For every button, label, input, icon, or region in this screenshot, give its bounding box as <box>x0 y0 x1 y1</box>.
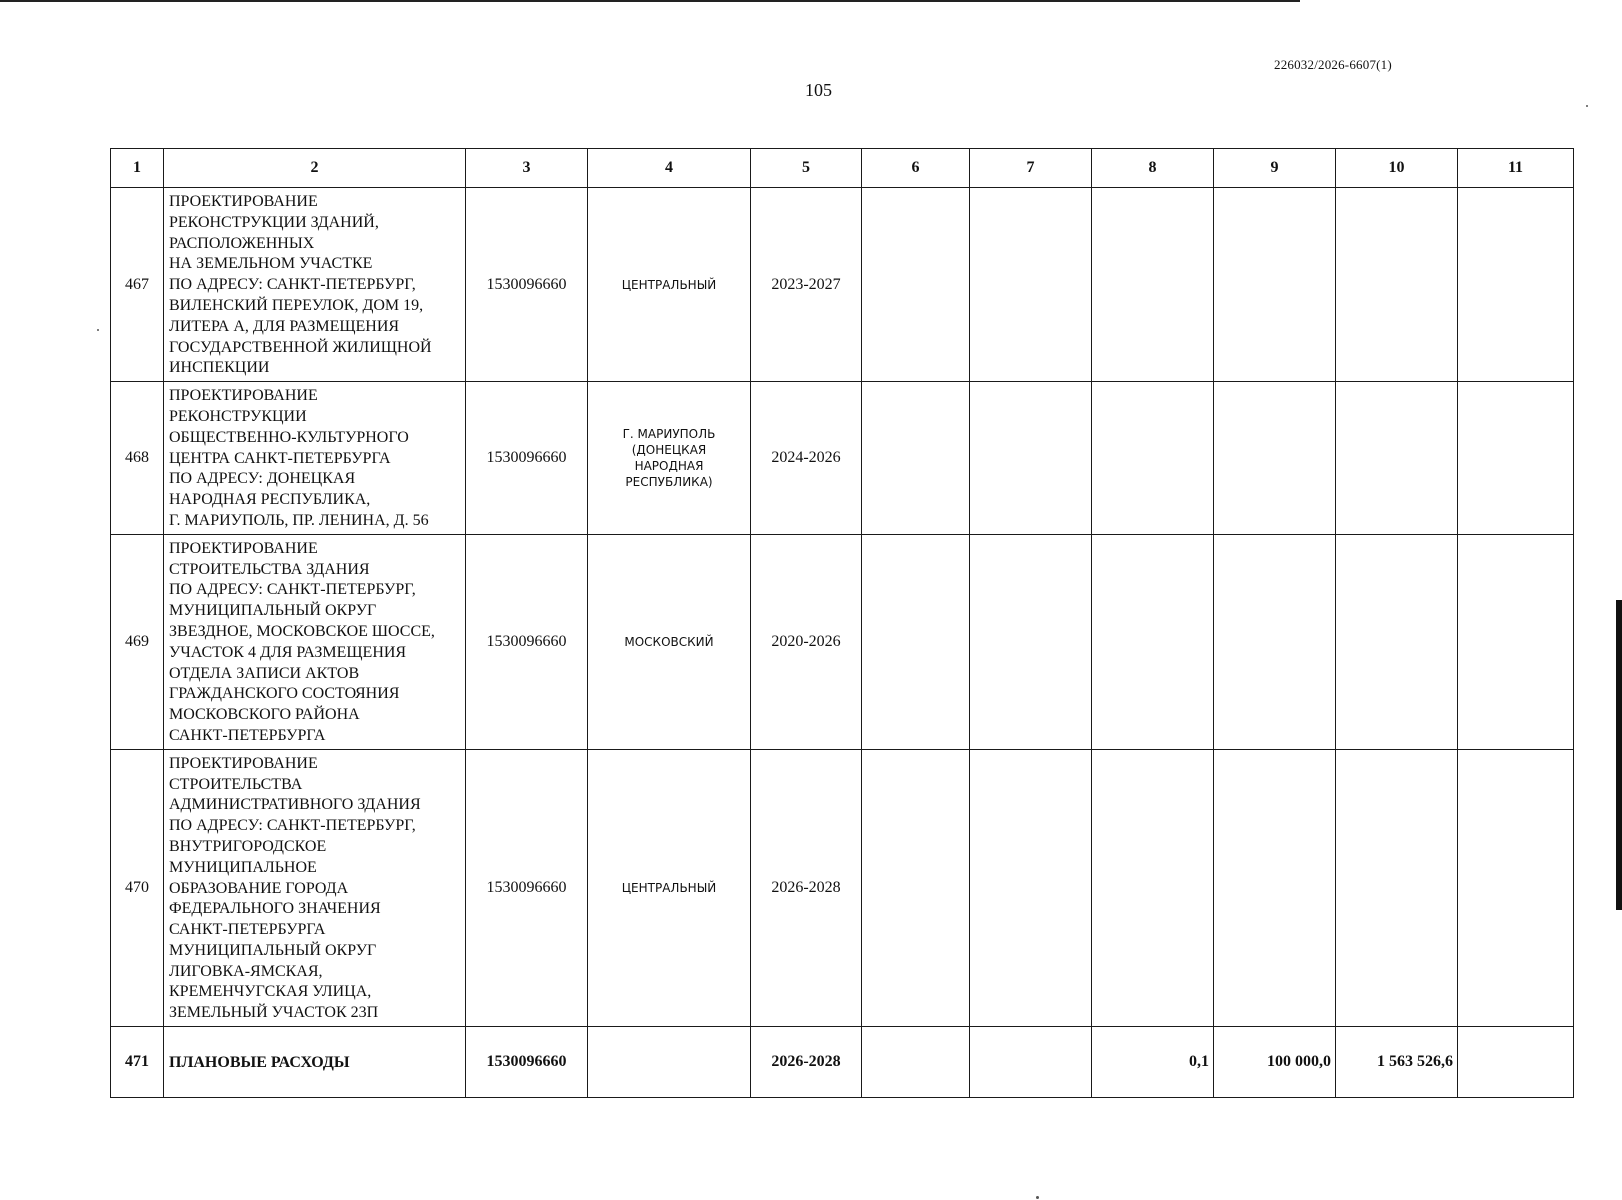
row-number: 471 <box>111 1027 164 1098</box>
total-label: ПЛАНОВЫЕ РАСХОДЫ <box>164 1027 466 1098</box>
cell-c9 <box>1214 534 1336 749</box>
column-header: 9 <box>1214 149 1336 188</box>
budget-code: 1530096660 <box>466 534 588 749</box>
cell-c7 <box>970 1027 1092 1098</box>
district <box>588 1027 751 1098</box>
cell-c11 <box>1458 382 1574 535</box>
column-header: 3 <box>466 149 588 188</box>
column-header: 6 <box>862 149 970 188</box>
row-number: 469 <box>111 534 164 749</box>
budget-code: 1530096660 <box>466 382 588 535</box>
column-header: 10 <box>1336 149 1458 188</box>
object-name: ПРОЕКТИРОВАНИЕ СТРОИТЕЛЬСТВА ЗДАНИЯ ПО АДРЕСУ: САНКТ-ПЕТЕРБУРГ, МУНИЦИПАЛЬНЫЙ ОКРУГ ЗВЕЗДНОЕ, МОСКОВСКОЕ ШОССЕ, УЧАСТОК 4 ДЛЯ РАЗМЕЩЕНИЯ ОТДЕЛА ЗАПИСИ АКТОВ ГРАЖДАНСКОГО СОСТОЯНИЯ МОСКОВСКОГО РАЙОНА САНКТ-ПЕТЕРБУРГА <box>164 534 466 749</box>
cell-c8: 0,1 <box>1092 1027 1214 1098</box>
period: 2026-2028 <box>751 749 862 1026</box>
object-name: ПРОЕКТИРОВАНИЕ СТРОИТЕЛЬСТВА АДМИНИСТРАТИВНОГО ЗДАНИЯ ПО АДРЕСУ: САНКТ-ПЕТЕРБУРГ, ВНУТРИГОРОДСКОЕ МУНИЦИПАЛЬНОЕ ОБРАЗОВАНИЕ ГОРОДА ФЕДЕРАЛЬНОГО ЗНАЧЕНИЯ САНКТ-ПЕТЕРБУРГА МУНИЦИПАЛЬНЫЙ ОКРУГ ЛИГОВКА-ЯМСКАЯ, КРЕМЕНЧУГСКАЯ УЛИЦА, ЗЕМЕЛЬНЫЙ УЧАСТОК 23П <box>164 749 466 1026</box>
column-header: 5 <box>751 149 862 188</box>
table-row <box>111 188 1574 382</box>
top-border-line <box>0 0 1300 2</box>
district: ЦЕНТРАЛЬНЫЙ <box>588 749 751 1026</box>
period: 2024-2026 <box>751 382 862 535</box>
column-header: 4 <box>588 149 751 188</box>
column-header: 1 <box>111 149 164 188</box>
cell-c6 <box>862 1027 970 1098</box>
scan-speck <box>97 329 99 331</box>
cell-c6 <box>862 534 970 749</box>
cell-c6 <box>862 749 970 1026</box>
cell-c8 <box>1092 188 1214 382</box>
cell-c9 <box>1214 749 1336 1026</box>
cell-c9: 100 000,0 <box>1214 1027 1336 1098</box>
column-header: 2 <box>164 149 466 188</box>
budget-table <box>110 148 1574 1098</box>
district: Г. МАРИУПОЛЬ (ДОНЕЦКАЯ НАРОДНАЯ РЕСПУБЛИКА) <box>588 382 751 535</box>
row-number: 467 <box>111 188 164 382</box>
cell-c8 <box>1092 534 1214 749</box>
period: 2026-2028 <box>751 1027 862 1098</box>
cell-c10: 1 563 526,6 <box>1336 1027 1458 1098</box>
cell-c9 <box>1214 188 1336 382</box>
table-row <box>111 382 1574 535</box>
cell-c8 <box>1092 382 1214 535</box>
column-header: 8 <box>1092 149 1214 188</box>
budget-code: 1530096660 <box>466 188 588 382</box>
page-number: 105 <box>805 80 832 100</box>
column-header: 11 <box>1458 149 1574 188</box>
cell-c11 <box>1458 749 1574 1026</box>
table-row <box>111 749 1574 1026</box>
scan-speck <box>1036 1196 1039 1199</box>
document-id: 226032/2026-6607(1) <box>1274 57 1392 72</box>
header-row <box>111 149 1574 188</box>
cell-c10 <box>1336 534 1458 749</box>
district: МОСКОВСКИЙ <box>588 534 751 749</box>
total-row <box>111 1027 1574 1098</box>
table-row <box>111 534 1574 749</box>
cell-c10 <box>1336 188 1458 382</box>
cell-c10 <box>1336 749 1458 1026</box>
cell-c7 <box>970 188 1092 382</box>
cell-c11 <box>1458 1027 1574 1098</box>
cell-c11 <box>1458 188 1574 382</box>
budget-code: 1530096660 <box>466 1027 588 1098</box>
object-name: ПРОЕКТИРОВАНИЕ РЕКОНСТРУКЦИИ ЗДАНИЙ, РАСПОЛОЖЕННЫХ НА ЗЕМЕЛЬНОМ УЧАСТКЕ ПО АДРЕСУ: САНКТ-ПЕТЕРБУРГ, ВИЛЕНСКИЙ ПЕРЕУЛОК, ДОМ 19, ЛИТЕРА А, ДЛЯ РАЗМЕЩЕНИЯ ГОСУДАРСТВЕННОЙ ЖИЛИЩНОЙ ИНСПЕКЦИИ <box>164 188 466 382</box>
cell-c7 <box>970 382 1092 535</box>
cell-c8 <box>1092 749 1214 1026</box>
object-name: ПРОЕКТИРОВАНИЕ РЕКОНСТРУКЦИИ ОБЩЕСТВЕННО-КУЛЬТУРНОГО ЦЕНТРА САНКТ-ПЕТЕРБУРГА ПО АДРЕСУ: ДОНЕЦКАЯ НАРОДНАЯ РЕСПУБЛИКА, Г. МАРИУПОЛЬ, ПР. ЛЕНИНА, Д. 56 <box>164 382 466 535</box>
budget-code: 1530096660 <box>466 749 588 1026</box>
cell-c9 <box>1214 382 1336 535</box>
column-header: 7 <box>970 149 1092 188</box>
row-number: 470 <box>111 749 164 1026</box>
cell-c7 <box>970 749 1092 1026</box>
cell-c10 <box>1336 382 1458 535</box>
period: 2023-2027 <box>751 188 862 382</box>
cell-c7 <box>970 534 1092 749</box>
scan-edge-shadow <box>1616 600 1622 910</box>
row-number: 468 <box>111 382 164 535</box>
cell-c11 <box>1458 534 1574 749</box>
period: 2020-2026 <box>751 534 862 749</box>
district: ЦЕНТРАЛЬНЫЙ <box>588 188 751 382</box>
cell-c6 <box>862 188 970 382</box>
scan-speck <box>1586 105 1588 107</box>
cell-c6 <box>862 382 970 535</box>
